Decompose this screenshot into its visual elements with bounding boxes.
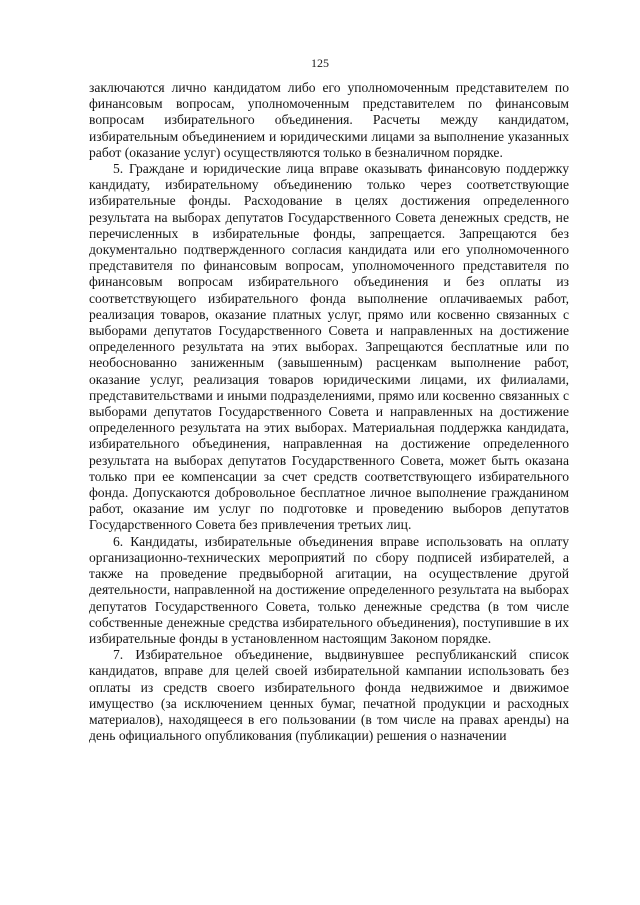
document-body [89,80,569,744]
paragraph-continuation: заключаются лично кандидатом либо его уполномоченным представителем по финансовым вопросам, уполномоченным представителем по финансовым вопросам избирательного объединения. Расчеты между кандидатом, избирательным объединением и юридическими лицами за выполнение указанных работ (оказание услуг) осуществляются только в безналичном порядке. [89,80,569,160]
paragraph-item-7: 7. Избирательное объединение, выдвинувшее республиканский список кандидатов, вправе для целей своей избирательной кампании использовать без оплаты из средств своего избирательного фонда недвижимое и движимое имущество (за исключением ценных бумаг, печатной продукции и расходных материалов), находящееся в его пользовании (в том числе на правах аренды) на день официального опубликования (публикации) решения о назначении [89,647,569,744]
paragraph-item-5: 5. Граждане и юридические лица вправе оказывать финансовую поддержку кандидату, избирательному объединению только через соответствующие избирательные фонды. Расходование в целях достижения определенного результата на выборах депутатов Государственного Совета денежных средств, не перечисленных в избирательные фонды, запрещается. Запрещаются без документально подтвержденного согласия кандидата или его уполномоченного представителя по финансовым вопросам, уполномоченного представителя по финансовым вопросам избирательного объединения и без оплаты из соответствующего избирательного фонда выполнение оплачиваемых работ, реализация товаров, оказание платных услуг, прямо или косвенно связанных с выборами депутатов Государственного Совета и направленных на достижение определенного результата на этих выборах. Запрещаются бесплатные или по необоснованно заниженным (завышенным) расценкам выполнение работ, оказание услуг, реализация товаров юридическими лицами, их филиалами, представительствами и иными подразделениями, прямо или косвенно связанных с выборами депутатов Государственного Совета и направленных на достижение определенного результата на этих выборах. Материальная поддержка кандидата, избирательного объединения, направленная на достижение определенного результата на выборах депутатов Государственного Совета, может быть оказана только при ее компенсации за счет средств соответствующего избирательного фонда. Допускаются добровольное бесплатное личное выполнение гражданином работ, оказание им услуг по подготовке и проведению выборов депутатов Государственного Совета без привлечения третьих лиц. [89,161,569,533]
paragraph-item-6: 6. Кандидаты, избирательные объединения вправе использовать на оплату организационно-технических мероприятий по сбору подписей избирателей, а также на проведение предвыборной агитации, на осуществление другой деятельности, направленной на достижение определенного результата на выборах депутатов Государственного Совета, только денежные средства (в том числе собственные денежные средства избирательного объединения), поступившие в их избирательные фонды в установленном настоящим Законом порядке. [89,533,569,646]
page-number: 125 [311,56,329,70]
